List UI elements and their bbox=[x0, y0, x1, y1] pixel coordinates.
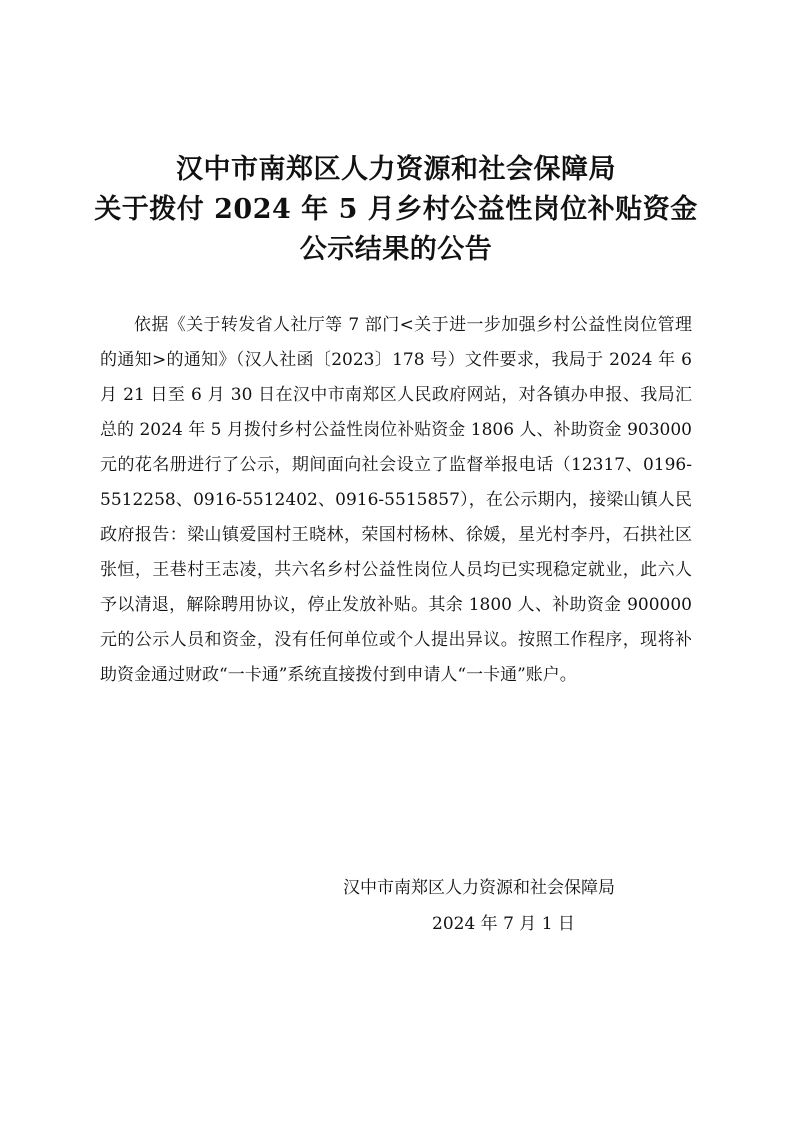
issuer-signature: 汉中市南郑区人力资源和社会保障局 bbox=[343, 878, 615, 898]
issue-date: 2024 年 7 月 1 日 bbox=[432, 914, 575, 934]
title-line-2: 关于拨付 2024 年 5 月乡村公益性岗位补贴资金 bbox=[94, 194, 698, 225]
document-body bbox=[100, 308, 692, 693]
body-paragraph: 依据《关于转发省人社厅等 7 部门<关于进一步加强乡村公益性岗位管理的通知>的通知》（汉人社函〔2023〕178 号）文件要求，我局于 2024 年 6 月 21 日至 6 月 30 日在汉中市南郑区人民政府网站，对各镇办申报、我局汇总的 2024 年 5 月拨付乡村公益性岗位补贴资金 1806 人、补助资金 903000 元的花名册进行了公示，期间面向社会设立了监督举报电话（12317、0196-5512258、0916-5512402、0916-5515857），在公示期内，接梁山镇人民政府报告：梁山镇爱国村王晓林，荣国村杨林、徐媛，星光村李丹，石拱社区张恒，王巷村王志凌，共六名乡村公益性岗位人员均已实现稳定就业，此六人予以清退，解除聘用协议，停止发放补贴。其余 1800 人、补助资金 900000 元的公示人员和资金，没有任何单位或个人提出异议。按照工作程序，现将补助资金通过财政“一卡通”系统直接拨付到申请人“一卡通”账户。 bbox=[100, 315, 692, 685]
title-line-3: 公示结果的公告 bbox=[299, 234, 493, 265]
title-line-1: 汉中市南郑区人力资源和社会保障局 bbox=[176, 154, 616, 185]
document-title bbox=[0, 150, 792, 270]
